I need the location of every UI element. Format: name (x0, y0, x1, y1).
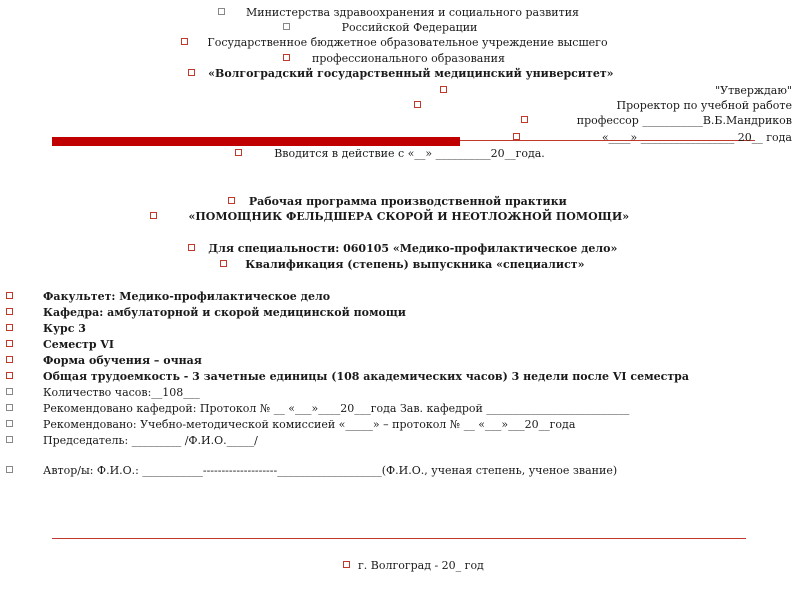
bullet-icon (6, 340, 13, 347)
detail-chair: Председатель: _________ /Ф.И.О._____/ (6, 434, 258, 448)
detail-author: Автор/ы: Ф.И.О.: ___________--------------------___________________(Ф.И.О., ученая степень, ученое звание) (6, 464, 617, 478)
header-line-prof-edu: профессионального образования (283, 52, 520, 66)
bullet-icon (188, 244, 195, 251)
bullet-icon (150, 212, 157, 219)
footer-city-year: г. Волгоград - 20_ год (343, 559, 484, 573)
approval-line-prorector: Проректор по учебной работе (414, 99, 792, 113)
bullet-icon (6, 466, 13, 473)
detail-study-form: Форма обучения – очная (6, 354, 202, 368)
program-specialty: Для специальности: 060105 «Медико-профилактическое дело» (188, 242, 623, 256)
detail-faculty: Факультет: Медико-профилактическое дело (6, 290, 330, 304)
bullet-icon (6, 324, 13, 331)
bullet-icon (6, 292, 13, 299)
bullet-icon (6, 404, 13, 411)
bullet-icon (513, 133, 520, 140)
effective-date: Вводится в действие с «__» __________20__года. (235, 147, 570, 161)
bullet-icon (188, 69, 195, 76)
approval-line-professor: профессор ___________В.Б.Мандриков (521, 114, 792, 128)
bullet-icon (235, 149, 242, 156)
bullet-icon (6, 372, 13, 379)
approval-line-approve: "Утверждаю" (440, 84, 792, 98)
bullet-icon (218, 8, 225, 15)
header-line-university: «Волгоградский государственный медицинский университет» (188, 67, 619, 81)
bullet-icon (343, 561, 350, 568)
detail-semester: Семестр VI (6, 338, 114, 352)
bullet-icon (181, 38, 188, 45)
header-line-federation: Российской Федерации (283, 21, 522, 35)
detail-course: Курс 3 (6, 322, 86, 336)
program-qualification: Квалификация (степень) выпускника «специалист» (220, 258, 595, 272)
bullet-icon (228, 197, 235, 204)
bullet-icon (6, 308, 13, 315)
program-title: Рабочая программа производственной практики (228, 195, 573, 209)
header-line-ministry: Министерства здравоохранения и социального развития (218, 6, 593, 20)
detail-hours: Количество часов:__108___ (6, 386, 200, 400)
bullet-icon (6, 420, 13, 427)
bullet-icon (283, 23, 290, 30)
bullet-icon (6, 388, 13, 395)
bullet-icon (6, 356, 13, 363)
bullet-icon (283, 54, 290, 61)
detail-recommended-dept: Рекомендовано кафедрой: Протокол № __ «___»____20___года Зав. кафедрой __________________________ (6, 402, 629, 416)
detail-labor-intensity: Общая трудоемкость - 3 зачетные единицы (108 академических часов) 3 недели после VI семестра (6, 370, 689, 384)
accent-red-bar (52, 137, 460, 146)
detail-department: Кафедра: амбулаторной и скорой медицинской помощи (6, 306, 406, 320)
program-name: «ПОМОЩНИК ФЕЛЬДШЕРА СКОРОЙ И НЕОТЛОЖНОЙ ПОМОЩИ» (150, 210, 653, 224)
bullet-icon (414, 101, 421, 108)
approval-line-date: «____» _________________ 20__ года (513, 131, 792, 145)
bullet-icon (6, 436, 13, 443)
bullet-icon (220, 260, 227, 267)
detail-recommended-commission: Рекомендовано: Учебно-методической комиссией «_____» – протокол № __ «___»___20__года (6, 418, 575, 432)
bullet-icon (521, 116, 528, 123)
footer-divider-line (52, 538, 746, 539)
bullet-icon (440, 86, 447, 93)
header-line-institution: Государственное бюджетное образовательное учреждение высшего (181, 36, 620, 50)
